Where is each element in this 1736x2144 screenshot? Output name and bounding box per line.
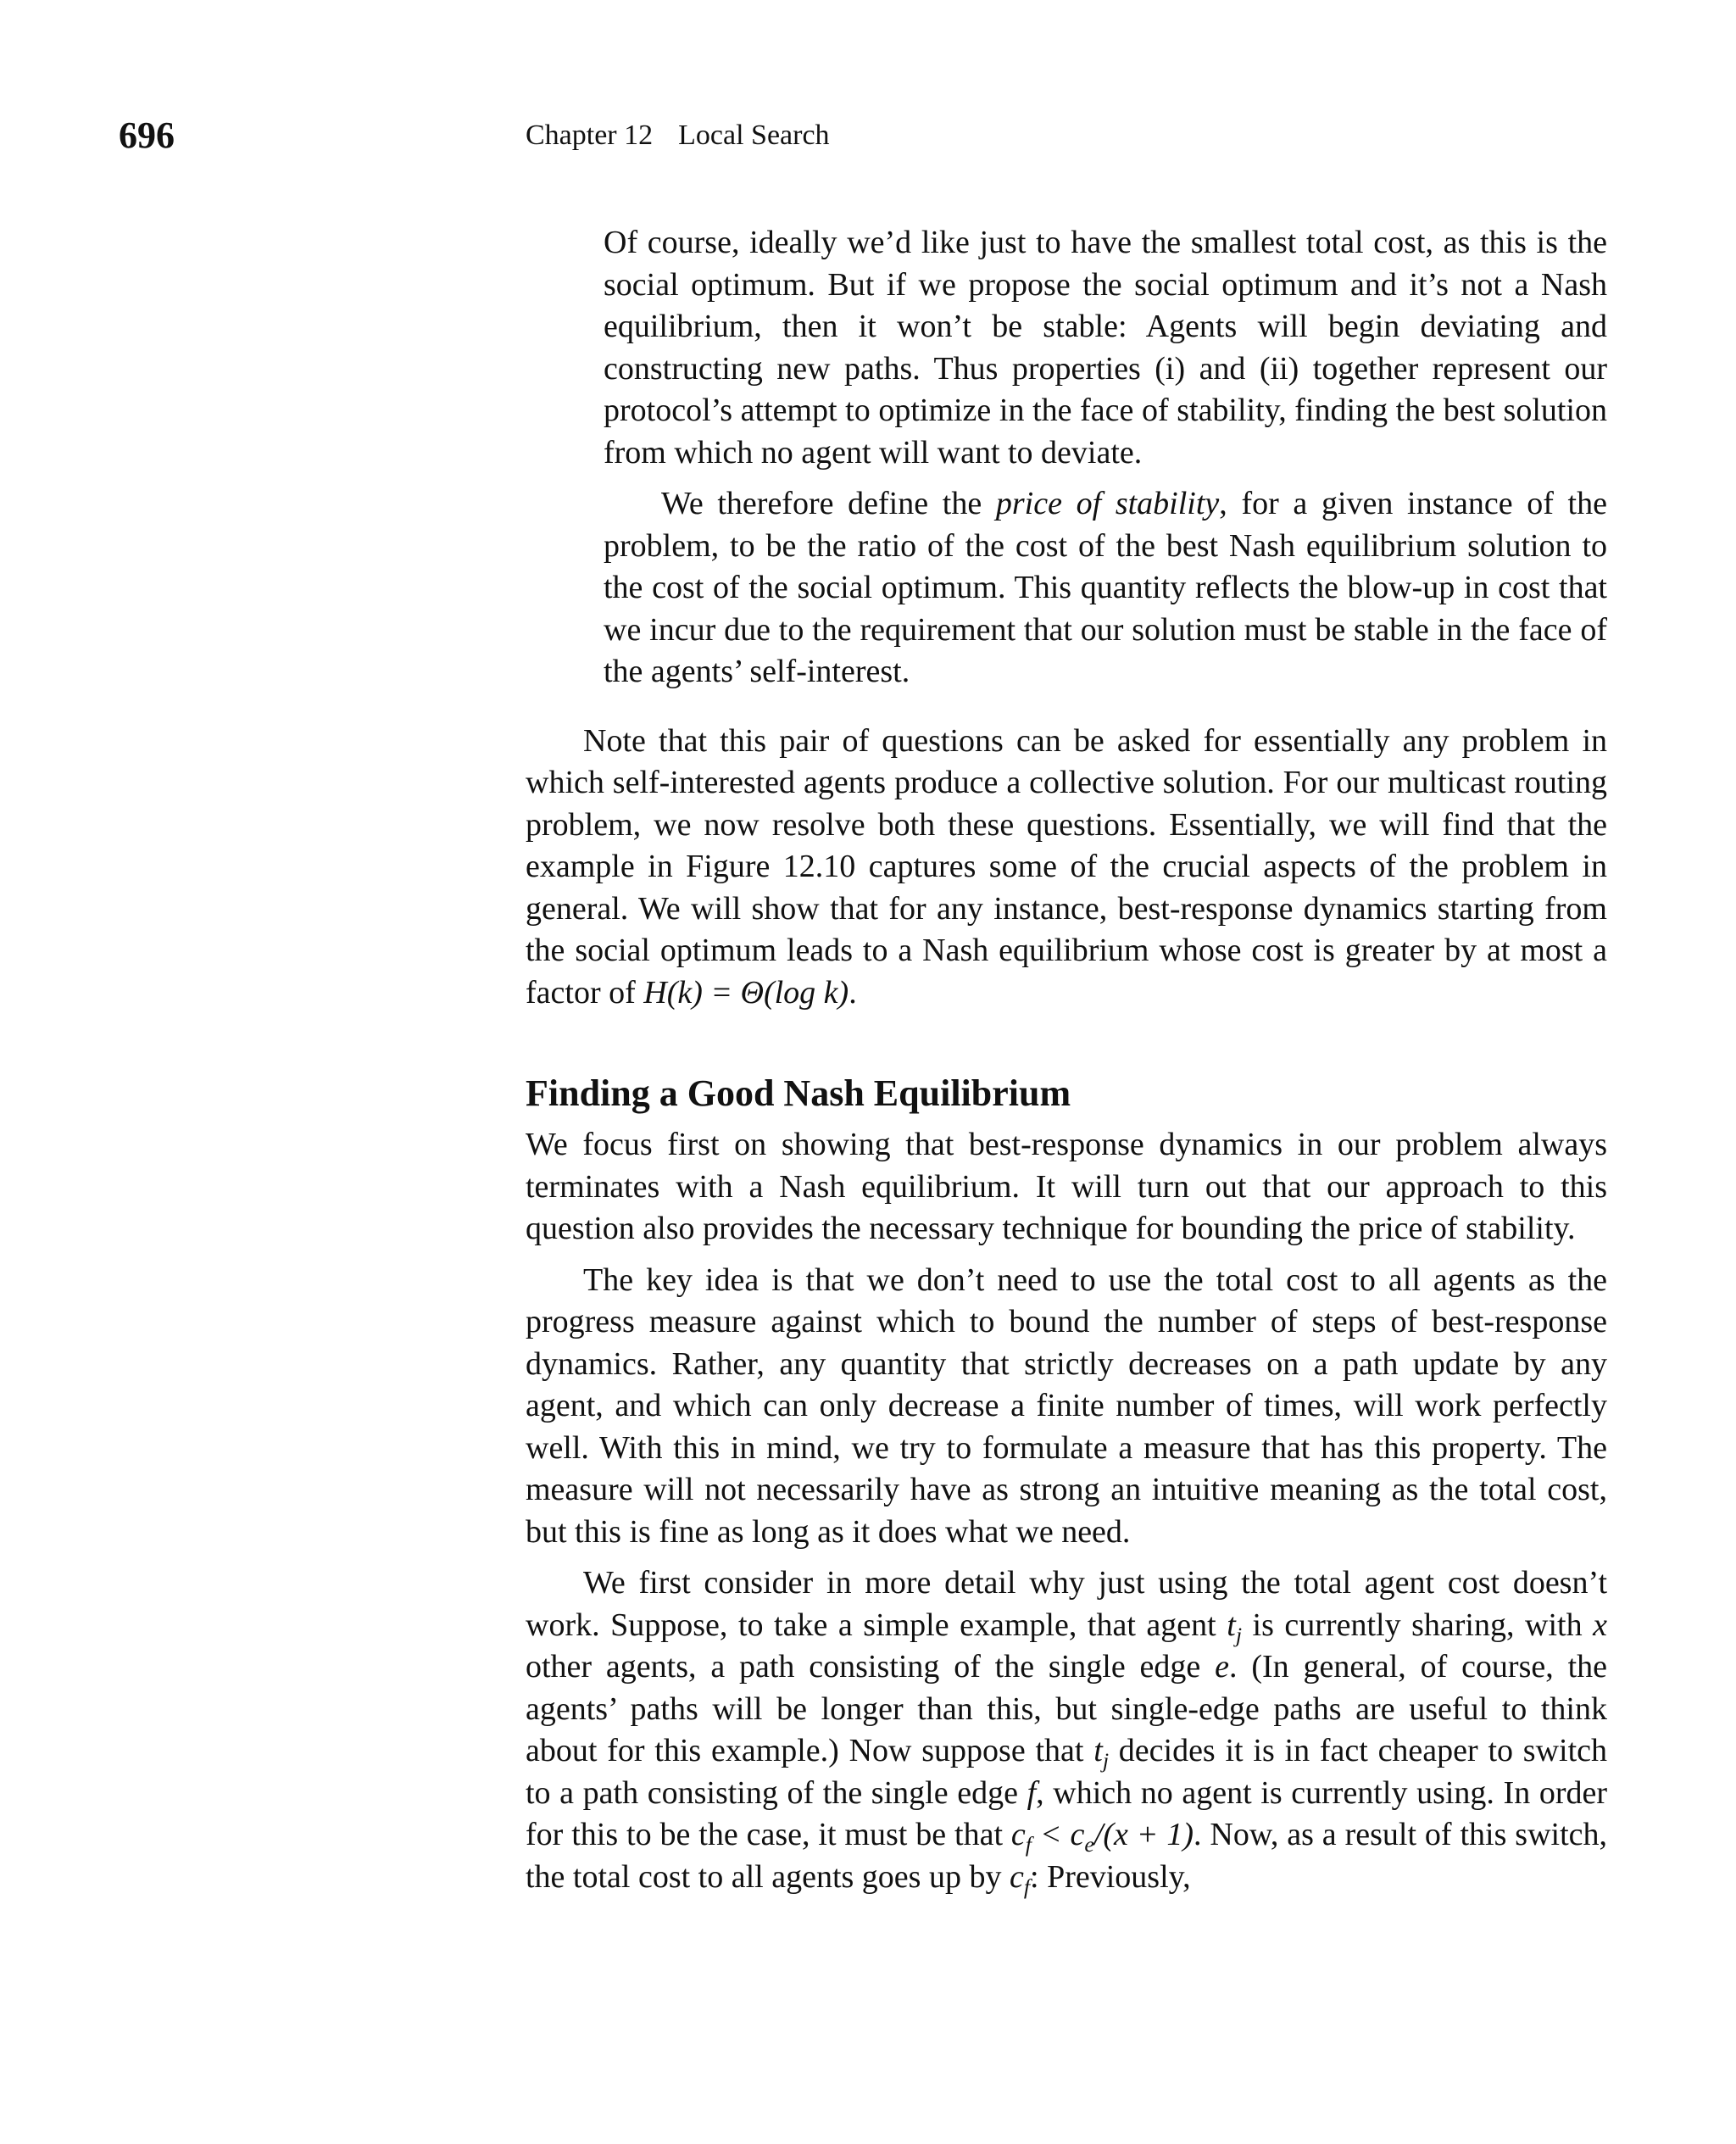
math-bound: H(k) = Θ(log k) bbox=[643, 974, 849, 1011]
block-quote bbox=[604, 222, 1607, 693]
section-title: Local Search bbox=[678, 120, 830, 151]
term-price-of-stability: price of stability bbox=[995, 486, 1220, 521]
section-heading: Finding a Good Nash Equilibrium bbox=[526, 1072, 1071, 1114]
page-number: 696 bbox=[119, 114, 175, 156]
math-f: f bbox=[1027, 1774, 1037, 1811]
running-head bbox=[526, 117, 830, 154]
math-x: x bbox=[1593, 1607, 1607, 1643]
paragraph-questions: Note that this pair of questions can be asked for essentially any problem in which self-interested agents produce a collective solution. For our multicast routing problem, we now resolve both these questions. Essentially, we will find that the example in Figure 12.10 captures some of the crucial aspects of the problem in general. We will show that for any instance, best-response dynamics starting from the social optimum leads to a Nash equilibrium whose cost is greater by at most a factor of H(k) = Θ(log k). bbox=[526, 722, 1607, 1011]
paragraph-example: We first consider in more detail why just using the total agent cost doesn’t work. Suppose, to take a simple example, that agent $t_j$ is currently sharing, with x other agents, a path consisting of the single edge e. (In general, of course, the agents’ paths will be longer than this, but single-edge paths are useful to think about for this example.) Now suppose that $t_j$ decides it is in fact cheaper to switch to a path consisting of the single edge f, which no agent is currently using. In order for this to be the case, it must be that $c_f < c_e/(x + 1)$. Now, as a result of this switch, the total cost to all agents goes up by $c_f$: Previously, bbox=[526, 1565, 1608, 1899]
quote-paragraph-1: Of course, ideally we’d like just to have the smallest total cost, as this is the social optimum. But if we propose the social optimum and it’s not a Nash equilibrium, then it won’t be stable: Agents will begin deviating and constructing new paths. Thus properties (i) and (ii) together represent our protocol’s attempt to optimize in the face of stability, finding the best solution from which no agent will want to deviate. bbox=[604, 225, 1607, 471]
math-tj: $t_j$ bbox=[1093, 1733, 1109, 1773]
math-inequality: $c_f < c_e/(x + 1)$ bbox=[1010, 1817, 1194, 1857]
paragraph-focus: We focus first on showing that best-response dynamics in our problem always terminates with a Nash equilibrium. It will turn out that our approach to this question also provides the necessary technique for bounding the price of stability. bbox=[526, 1127, 1607, 1246]
quote-paragraph-2: We therefore define the price of stability, for a given instance of the problem, to be the ratio of the cost of the best Nash equilibrium solution to the cost of the social optimum. This quantity reflects the blow-up in cost that we incur due to the requirement that our solution must be stable in the face of the agents’ self-interest. bbox=[604, 486, 1607, 689]
math-tj: $t_j$ bbox=[1227, 1607, 1242, 1647]
math-e: e bbox=[1215, 1649, 1229, 1685]
main-text bbox=[526, 222, 1607, 1898]
paragraph-key-idea: The key idea is that we don’t need to use the total cost to all agents as the progress measure against which to bound the number of steps of best-response dynamics. Rather, any quantity that strictly decreases on a path update by any agent, and which can only decrease a finite number of times, will work perfectly well. With this in mind, we try to formulate a measure that has this property. The measure will not necessarily have as strong an intuitive meaning as the total cost, but this is fine as long as it does what we need. bbox=[526, 1261, 1607, 1550]
chapter-label: Chapter 12 bbox=[526, 120, 654, 151]
math-cf: $c_f$ bbox=[1009, 1858, 1031, 1899]
